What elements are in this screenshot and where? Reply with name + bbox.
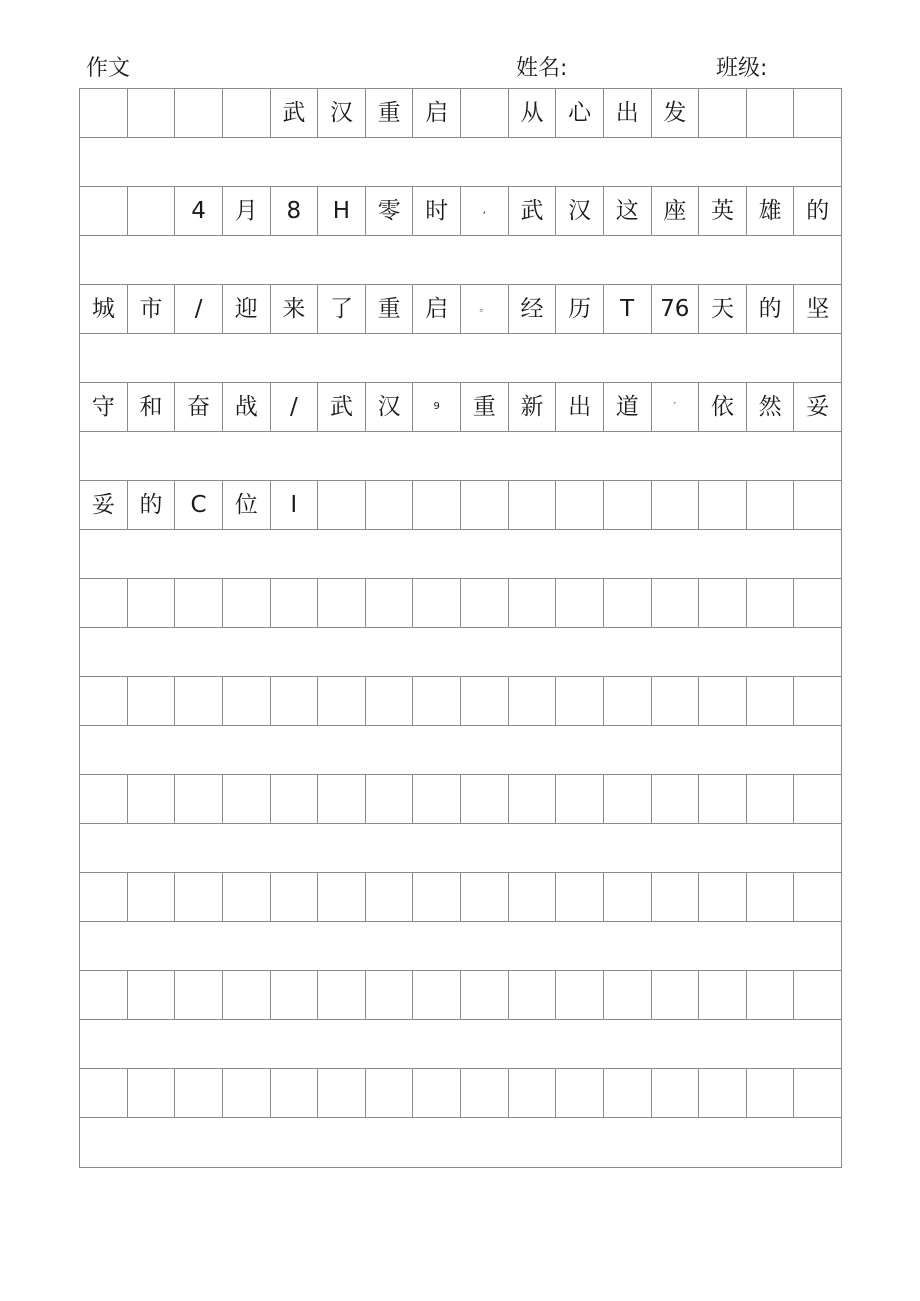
grid-cell: 的 (806, 197, 830, 224)
grid-cell (747, 775, 795, 823)
grid-row (80, 971, 841, 1020)
grid-spacer-row (80, 922, 841, 971)
grid-cell: 城 (80, 285, 128, 333)
grid-cell: 英 (699, 187, 747, 235)
grid-cell: 了 (318, 285, 366, 333)
grid-cell (652, 971, 700, 1019)
grid-cell (366, 971, 414, 1019)
grid-cell (271, 1069, 319, 1117)
grid-cell: 重 (366, 285, 414, 333)
grid-cell: 市 (128, 285, 176, 333)
grid-cell (80, 187, 128, 235)
grid-cell (175, 1069, 223, 1117)
grid-cell: / (271, 383, 319, 431)
grid-cell: 启 (413, 285, 461, 333)
grid-cell: 9 (413, 383, 461, 431)
class-label: 班级: (716, 56, 768, 81)
grid-cell: 重 (366, 89, 414, 137)
grid-cell (366, 775, 414, 823)
grid-cell (366, 481, 414, 529)
grid-cell (794, 1069, 841, 1117)
grid-spacer-row (80, 432, 841, 481)
grid-cell (175, 89, 223, 137)
grid-cell (271, 971, 319, 1019)
name-label: 姓名: (516, 56, 568, 81)
grid-cell: ′ (652, 383, 700, 431)
grid-cell (413, 873, 461, 921)
grid-cell (175, 579, 223, 627)
grid-cell: 妥 (80, 481, 128, 529)
grid-cell (128, 677, 176, 725)
grid-spacer-row (80, 334, 841, 383)
grid-cell (128, 89, 176, 137)
grid-cell (318, 579, 366, 627)
grid-row (80, 775, 841, 824)
grid-cell (747, 89, 795, 137)
grid-cell (366, 579, 414, 627)
grid-row (80, 383, 841, 432)
grid-cell (556, 481, 604, 529)
grid-spacer-row (80, 628, 841, 677)
grid-cell (318, 775, 366, 823)
grid-cell: 守 (80, 383, 128, 431)
grid-cell: 经 (509, 285, 557, 333)
grid-cell (509, 775, 557, 823)
grid-cell (271, 873, 319, 921)
grid-cell: 零 (366, 187, 414, 235)
grid-cell (747, 873, 795, 921)
grid-cell (794, 873, 841, 921)
grid-cell (794, 971, 841, 1019)
grid-cell: 坚 (806, 295, 830, 322)
grid-cell (80, 579, 128, 627)
grid-row (80, 187, 841, 236)
grid-cell (794, 89, 841, 137)
grid-cell (223, 971, 271, 1019)
grid-cell (794, 677, 841, 725)
grid-cell (604, 775, 652, 823)
grid-cell (413, 775, 461, 823)
grid-cell: 发 (652, 89, 700, 137)
grid-cell: 雄 (747, 187, 795, 235)
grid-cell: 座 (652, 187, 700, 235)
grid-cell (652, 481, 700, 529)
grid-cell (699, 873, 747, 921)
grid-cell (747, 677, 795, 725)
grid-cell (366, 677, 414, 725)
grid-cell (318, 873, 366, 921)
grid-cell (175, 971, 223, 1019)
grid-cell (604, 971, 652, 1019)
grid-cell (699, 89, 747, 137)
grid-cell (80, 971, 128, 1019)
grid-cell: 新 (509, 383, 557, 431)
grid-spacer-row (80, 1118, 841, 1167)
grid-cell (556, 775, 604, 823)
grid-cell (509, 1069, 557, 1117)
grid-cell (604, 677, 652, 725)
grid-cell (271, 579, 319, 627)
grid-cell (699, 481, 747, 529)
grid-cell (413, 481, 461, 529)
grid-cell (604, 1069, 652, 1117)
grid-cell (509, 677, 557, 725)
grid-cell (80, 677, 128, 725)
grid-cell (747, 579, 795, 627)
grid-cell (80, 873, 128, 921)
grid-cell (128, 1069, 176, 1117)
grid-cell (509, 481, 557, 529)
grid-cell: , (461, 187, 509, 235)
grid-cell (223, 579, 271, 627)
grid-cell (128, 579, 176, 627)
grid-spacer-row (80, 1020, 841, 1069)
grid-cell (556, 1069, 604, 1117)
grid-cell: 。 (461, 285, 509, 333)
grid-cell (223, 89, 271, 137)
grid-cell (652, 579, 700, 627)
grid-cell: T (604, 285, 652, 333)
grid-cell: 心 (556, 89, 604, 137)
grid-cell (223, 677, 271, 725)
grid-row (80, 579, 841, 628)
grid-cell (699, 677, 747, 725)
grid-cell (413, 1069, 461, 1117)
grid-cell (413, 579, 461, 627)
grid-cell: 时 (413, 187, 461, 235)
grid-cell: H (318, 187, 366, 235)
grid-cell (699, 579, 747, 627)
grid-row (80, 1069, 841, 1118)
grid-cell (556, 873, 604, 921)
grid-cell: 和 (128, 383, 176, 431)
grid-cell: 汉 (556, 187, 604, 235)
grid-spacer-row (80, 726, 841, 775)
grid-cell (556, 971, 604, 1019)
grid-cell (318, 677, 366, 725)
grid-cell (794, 775, 841, 823)
grid-cell (318, 1069, 366, 1117)
grid-cell (223, 873, 271, 921)
grid-cell: 武 (318, 383, 366, 431)
grid-spacer-row (80, 530, 841, 579)
grid-cell: / (175, 285, 223, 333)
grid-cell: 战 (223, 383, 271, 431)
grid-row (80, 481, 841, 530)
grid-cell (556, 579, 604, 627)
grid-cell (271, 775, 319, 823)
grid-cell: 道 (604, 383, 652, 431)
grid-cell (366, 1069, 414, 1117)
grid-cell (556, 677, 604, 725)
grid-cell: C (175, 481, 223, 529)
grid-cell: 迎 (223, 285, 271, 333)
grid-cell (747, 1069, 795, 1117)
grid-cell: 天 (699, 285, 747, 333)
grid-cell (366, 873, 414, 921)
grid-row (80, 873, 841, 922)
grid-cell (461, 677, 509, 725)
grid-cell (461, 775, 509, 823)
grid-cell (271, 677, 319, 725)
grid-cell (461, 873, 509, 921)
grid-cell: 出 (556, 383, 604, 431)
grid-cell (604, 873, 652, 921)
grid-cell (175, 775, 223, 823)
grid-cell (794, 481, 841, 529)
grid-cell (699, 1069, 747, 1117)
grid-cell (747, 481, 795, 529)
grid-cell: 然 (747, 383, 795, 431)
grid-cell: 奋 (175, 383, 223, 431)
grid-cell (413, 971, 461, 1019)
grid-cell (318, 481, 366, 529)
grid-cell: 8 (271, 187, 319, 235)
grid-cell: 启 (413, 89, 461, 137)
grid-cell (461, 579, 509, 627)
grid-cell (461, 1069, 509, 1117)
grid-cell: 依 (699, 383, 747, 431)
grid-cell (80, 1069, 128, 1117)
grid-cell (699, 775, 747, 823)
writing-grid (79, 88, 842, 1168)
grid-row (80, 285, 841, 334)
grid-cell: 汉 (318, 89, 366, 137)
grid-cell (461, 971, 509, 1019)
grid-cell (80, 775, 128, 823)
grid-cell: 出 (604, 89, 652, 137)
grid-cell (604, 481, 652, 529)
grid-cell (652, 677, 700, 725)
grid-cell (80, 89, 128, 137)
grid-cell: 76 (652, 285, 700, 333)
grid-cell: 汉 (366, 383, 414, 431)
grid-cell: 的 (128, 481, 176, 529)
grid-row (80, 677, 841, 726)
grid-cell (461, 481, 509, 529)
grid-cell (128, 971, 176, 1019)
grid-cell (794, 579, 841, 627)
grid-cell (223, 1069, 271, 1117)
grid-cell (652, 775, 700, 823)
grid-cell (509, 971, 557, 1019)
grid-cell (461, 89, 509, 137)
grid-cell: I (271, 481, 319, 529)
grid-cell (175, 677, 223, 725)
grid-cell: 武 (271, 89, 319, 137)
grid-cell: 月 (223, 187, 271, 235)
essay-title: 作文 (86, 56, 131, 81)
grid-cell: 妥 (806, 393, 830, 420)
grid-cell: 从 (509, 89, 557, 137)
grid-cell: 4 (175, 187, 223, 235)
grid-cell: 重 (461, 383, 509, 431)
grid-spacer-row (80, 824, 841, 873)
grid-cell (747, 971, 795, 1019)
grid-cell (509, 873, 557, 921)
grid-cell: 的 (747, 285, 795, 333)
grid-cell: 位 (223, 481, 271, 529)
grid-cell (509, 579, 557, 627)
grid-cell (175, 873, 223, 921)
grid-cell: 武 (509, 187, 557, 235)
grid-cell (318, 971, 366, 1019)
grid-spacer-row (80, 236, 841, 285)
grid-spacer-row (80, 138, 841, 187)
grid-cell: 历 (556, 285, 604, 333)
grid-cell (128, 775, 176, 823)
grid-cell (128, 187, 176, 235)
grid-cell (652, 1069, 700, 1117)
grid-cell: 这 (604, 187, 652, 235)
grid-cell (604, 579, 652, 627)
grid-cell (223, 775, 271, 823)
grid-cell (652, 873, 700, 921)
grid-cell (413, 677, 461, 725)
grid-cell (128, 873, 176, 921)
grid-row (80, 89, 841, 138)
grid-cell (699, 971, 747, 1019)
grid-cell: 来 (271, 285, 319, 333)
